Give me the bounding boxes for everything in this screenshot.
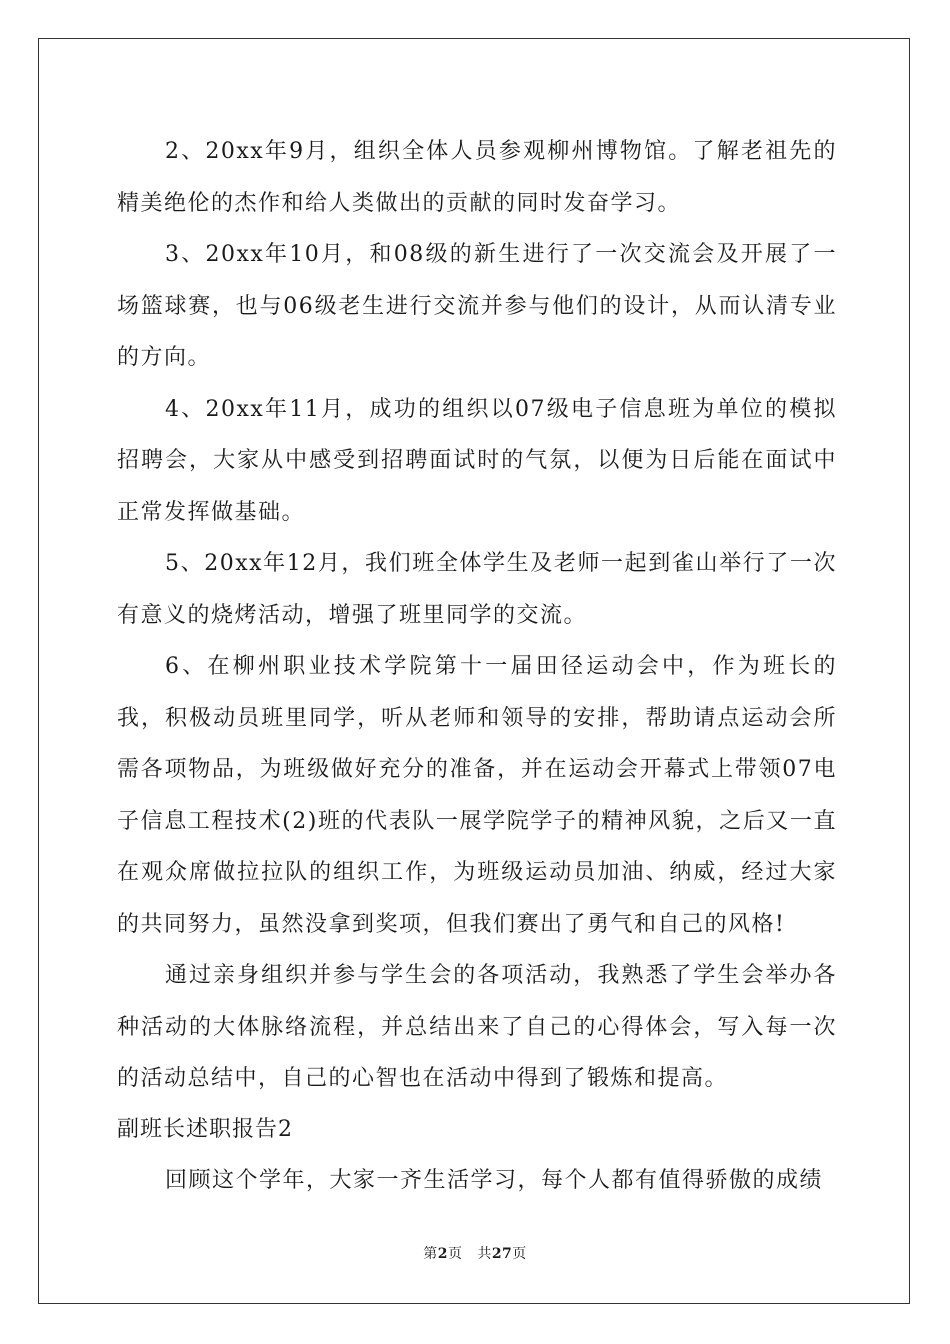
paragraph-item-3: 3、20xx年10月，和08级的新生进行了一次交流会及开展了一场篮球赛，也与06级老生进行交流并参与他们的设计，从而认清专业的方向。 [117,242,837,370]
paragraph-item-2: 2、20xx年9月，组织全体人员参观柳州博物馆。了解老祖先的精美绝伦的杰作和给人类做出的贡献的同时发奋学习。 [117,139,837,216]
document-body [117,126,837,1206]
paragraph-item-6: 6、在柳州职业技术学院第十一届田径运动会中，作为班长的我，积极动员班里同学，听从老师和领导的安排，帮助请点运动会所需各项物品，为班级做好充分的准备，并在运动会开幕式上带领07电子信息工程技术(2)班的代表队一展学院学子的精神风貌，之后又一直在观众席做拉拉队的组织工作，为班级运动员加油、纳威，经过大家的共同努力，虽然没拿到奖项，但我们赛出了勇气和自己的风格! [117,654,837,937]
page-number-suffix: 页 [447,1246,463,1262]
total-pages: 27 [491,1246,513,1262]
paragraph-closing: 回顾这个学年，大家一齐生活学习，每个人都有值得骄傲的成绩 [165,1167,824,1193]
page-number-prefix: 第 [423,1246,438,1262]
total-pages-prefix: 共 [477,1246,492,1262]
page-number: 2 [437,1246,448,1262]
page-footer [0,1243,950,1263]
total-pages-suffix: 页 [512,1246,527,1262]
paragraph-item-5: 5、20xx年12月，我们班全体学生及老师一起到雀山举行了一次有意义的烧烤活动，增强了班里同学的交流。 [117,551,837,628]
paragraph-summary: 通过亲身组织并参与学生会的各项活动，我熟悉了学生会举办各种活动的大体脉络流程，并总结出来了自己的心得体会，写入每一次的活动总结中，自己的心智也在活动中得到了锻炼和提高。 [117,963,837,1091]
paragraph-item-4: 4、20xx年11月，成功的组织以07级电子信息班为单位的模拟招聘会，大家从中感受到招聘面试时的气氛，以便为日后能在面试中正常发挥做基础。 [117,396,837,525]
section-title: 副班长述职报告2 [117,1116,293,1142]
